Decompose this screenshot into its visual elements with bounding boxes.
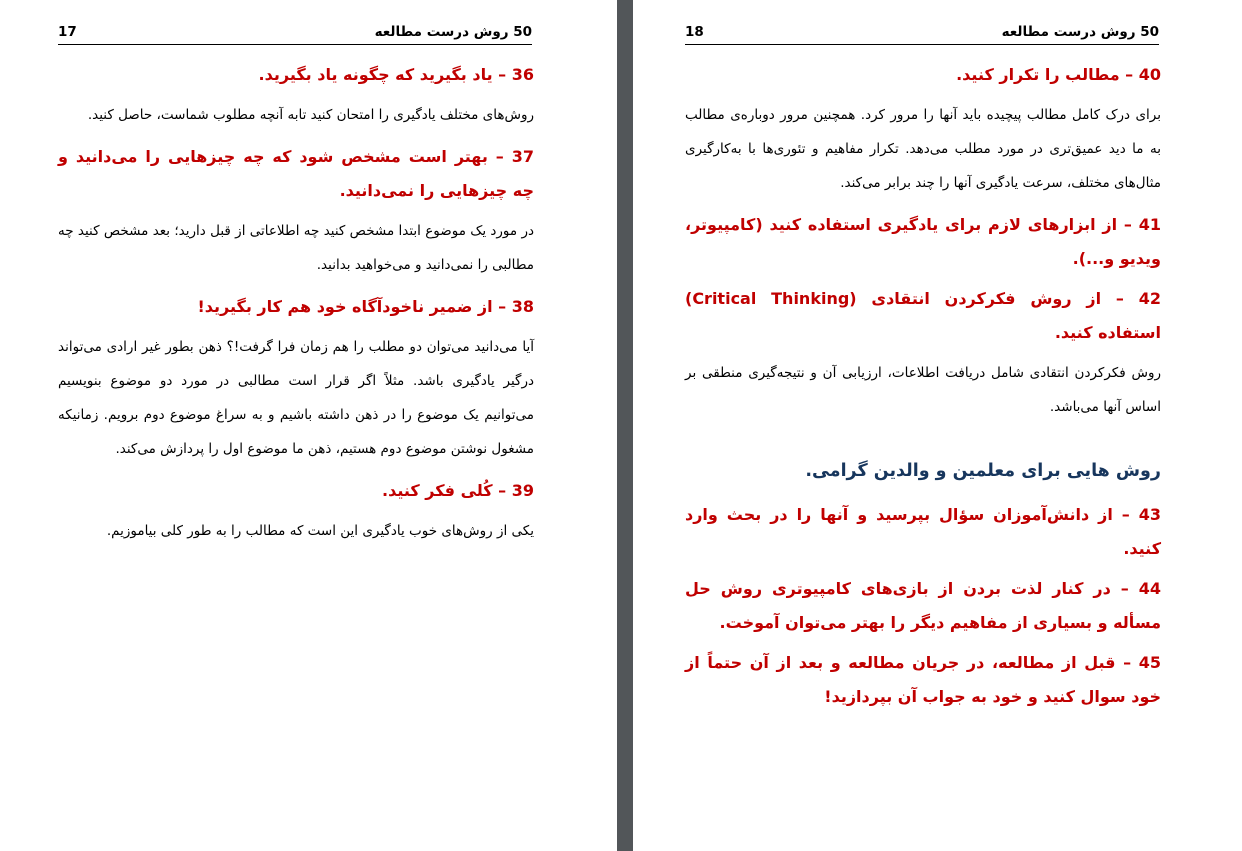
tip-heading-42: 42 – از روش فکرکردن انتقادی (Critical Thinking) استفاده کنید.	[685, 289, 1161, 342]
tip-heading-43: 43 – از دانش‌آموزان سؤال بپرسید و آنها را در بحث وارد کنید.	[685, 505, 1161, 558]
page-body	[685, 58, 1161, 720]
tip-heading-39: 39 – کُلی فکر کنید.	[382, 481, 534, 500]
page-body	[58, 58, 534, 556]
tip-heading-38: 38 – از ضمیر ناخودآگاه خود هم کار بگیرید!	[197, 297, 534, 316]
tip-heading-45: 45 – قبل از مطالعه، در جریان مطالعه و بعد از آن حتماً از خود سوال کنید و خود به جواب آن بپردازید!	[685, 653, 1161, 706]
left-page	[0, 0, 617, 851]
page-header	[685, 22, 1159, 45]
running-title: 50 روش درست مطالعه	[1001, 24, 1159, 40]
tip-heading-44: 44 – در کنار لذت بردن از بازی‌های کامپیوتری روش حل مسأله و بسیاری از مفاهیم دیگر را بهتر می‌توان آموخت.	[685, 579, 1161, 632]
page-number: 17	[58, 24, 77, 40]
tip-text-42: روش فکرکردن انتقادی شامل دریافت اطلاعات، ارزیابی آن و نتیجه‌گیری منطقی بر اساس آنها می‌باشد.	[685, 365, 1161, 415]
tip-heading-37: 37 – بهتر است مشخص شود که چه چیزهایی را می‌دانید و چه چیزهایی را نمی‌دانید.	[58, 147, 534, 200]
tip-heading-41: 41 – از ابزارهای لازم برای یادگیری استفاده کنید (کامپیوتر، ویدیو و...).	[685, 215, 1161, 268]
tip-heading-36: 36 – یاد بگیرید که چگونه یاد بگیرید.	[258, 65, 534, 84]
tip-text-36: روش‌های مختلف یادگیری را امتحان کنید تابه آنچه مطلوب شماست، حاصل کنید.	[87, 107, 534, 123]
page-header	[58, 22, 532, 45]
page-number: 18	[685, 24, 704, 40]
tip-text-39: یکی از روش‌های خوب یادگیری این است که مطالب را به طور کلی بیاموزیم.	[106, 523, 534, 539]
tip-text-38: آیا می‌دانید می‌توان دو مطلب را هم زمان فرا گرفت!؟ ذهن بطور غیر ارادی می‌تواند درگیر یادگیری باشد. مثلاً اگر قرار است مطالبی در مورد دو موضوع بنویسیم می‌توانیم یک موضوع را در ذهن داشته باشیم و به سراغ موضوع دوم برویم. زمانیکه مشغول نوشتن موضوع دوم هستیم، ذهن ما موضوع اول را پردازش می‌کند.	[58, 339, 534, 457]
tip-text-37: در مورد یک موضوع ابتدا مشخص کنید چه اطلاعاتی از قبل دارید؛ بعد مشخص کنید چه مطالبی را نمی‌دانید و می‌خواهید بدانید.	[58, 223, 534, 273]
running-title: 50 روش درست مطالعه	[374, 24, 532, 40]
tip-text-40: برای درک کامل مطالب پیچیده باید آنها را مرور کرد. همچنین مرور دوباره‌ی مطالب به ما دید عمیق‌تری در مورد مطلب می‌دهد. تکرار مفاهیم و تئوری‌ها با به‌کارگیری مثال‌های مختلف، سرعت یادگیری آنها را چند برابر می‌کند.	[685, 107, 1161, 191]
tip-heading-40: 40 – مطالب را تکرار کنید.	[956, 65, 1161, 84]
section-heading: روش هایی برای معلمین و والدین گرامی.	[805, 461, 1161, 481]
right-page	[633, 0, 1242, 851]
